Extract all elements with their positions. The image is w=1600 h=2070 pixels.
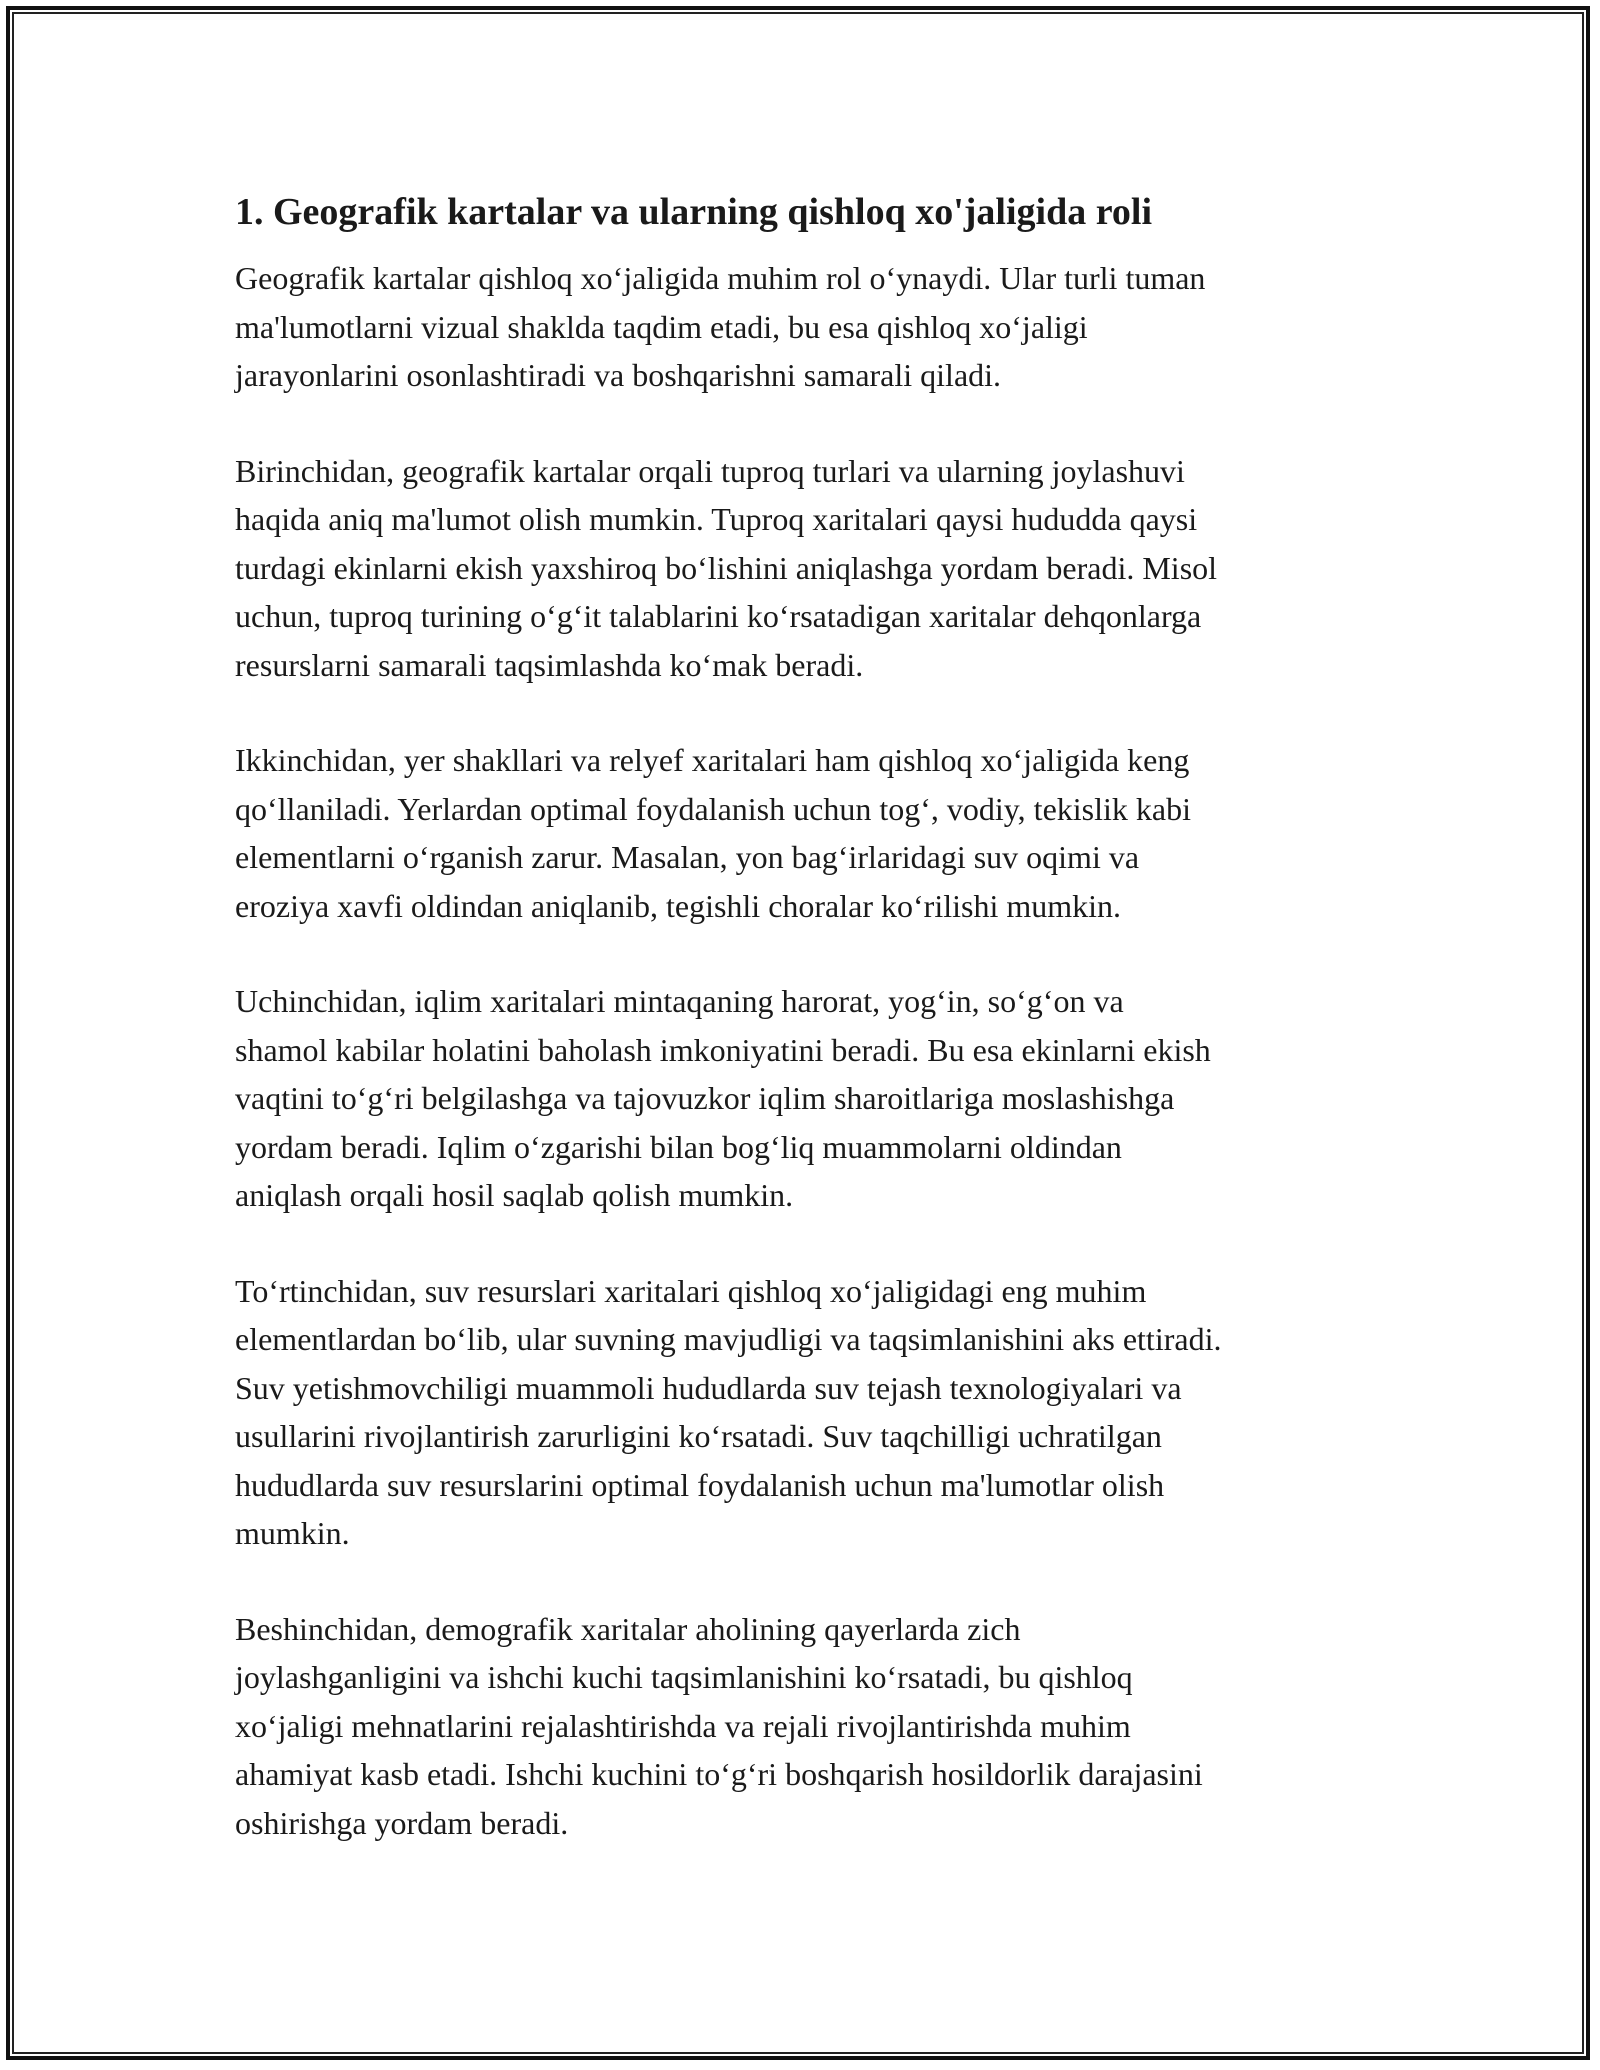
- paragraph-line: xo‘jaligi mehnatlarini rejalashtirishda va rejali rivojlantirishda muhim: [235, 1707, 1131, 1744]
- paragraph-line: Suv yetishmovchiligi muammoli hududlarda suv tejash texnologiyalari va: [235, 1369, 1182, 1406]
- paragraph-line: uchun, tuproq turining o‘g‘it talablarini ko‘rsatadigan xaritalar dehqonlarga: [235, 598, 1202, 634]
- paragraph-climate-maps: [235, 977, 1375, 1220]
- paragraph-line: hududlarda suv resurslarini optimal foydalanish uchun ma'lumotlar olish: [235, 1466, 1165, 1503]
- paragraph-line: usullarini rivojlantirish zarurligini ko‘rsatadi. Suv taqchilligi uchratilgan: [235, 1418, 1162, 1454]
- paragraph-line: yordam beradi. Iqlim o‘zgarishi bilan bog‘liq muammolarni oldindan: [235, 1128, 1122, 1165]
- paragraph-line: resurslarni samarali taqsimlashda ko‘mak beradi.: [235, 646, 864, 683]
- paragraph-line: ma'lumotlarni vizual shaklda taqdim etadi, bu esa qishloq xo‘jaligi: [235, 308, 1088, 345]
- paragraph-line: joylashganligini va ishchi kuchi taqsimlanishini ko‘rsatadi, bu qishloq: [235, 1659, 1133, 1695]
- paragraph-relief-maps: [235, 736, 1375, 930]
- paragraph-soil-maps: [235, 447, 1375, 690]
- paragraph-line: vaqtini to‘g‘ri belgilashga va tajovuzkor iqlim sharoitlariga moslashishga: [235, 1080, 1175, 1116]
- page-title: 1. Geografik kartalar va ularning qishloq xo'jaligida roli: [235, 191, 1153, 233]
- paragraph-line: mumkin.: [235, 1515, 350, 1551]
- paragraph-line: To‘rtinchidan, suv resurslari xaritalari qishloq xo‘jaligidagi eng muhim: [235, 1272, 1147, 1309]
- paragraph-line: qo‘llaniladi. Yerlardan optimal foydalanish uchun tog‘, vodiy, tekislik kabi: [235, 790, 1191, 827]
- paragraph-line: haqida aniq ma'lumot olish mumkin. Tuproq xaritalari qaysi hududda qaysi: [235, 501, 1198, 537]
- paragraph-line: elementlardan bo‘lib, ular suvning mavjudligi va taqsimlanishini aks ettiradi.: [235, 1321, 1222, 1357]
- paragraph-line: Geografik kartalar qishloq xo‘jaligida muhim rol o‘ynaydi. Ular turli tuman: [235, 260, 1206, 296]
- paragraph-line: turdagi ekinlarni ekish yaxshiroq bo‘lishini aniqlashga yordam beradi. Misol: [235, 549, 1218, 586]
- paragraph-line: Uchinchidan, iqlim xaritalari mintaqaning harorat, yog‘in, so‘g‘on va: [235, 983, 1124, 1019]
- paragraph-line: Beshinchidan, demografik xaritalar aholining qayerlarda zich: [235, 1610, 1021, 1647]
- paragraph-line: aniqlash orqali hosil saqlab qolish mumkin.: [235, 1177, 794, 1213]
- paragraph-line: Birinchidan, geografik kartalar orqali tuproq turlari va ularning joylashuvi: [235, 452, 1185, 489]
- paragraph-line: ahamiyat kasb etadi. Ishchi kuchini to‘g‘ri boshqarish hosildorlik darajasini: [235, 1756, 1203, 1792]
- paragraph-line: oshirishga yordam beradi.: [235, 1804, 569, 1841]
- paragraph-line: eroziya xavfi oldindan aniqlanib, tegishli choralar ko‘rilishi mumkin.: [235, 887, 1121, 924]
- paragraph-line: jarayonlarini osonlashtiradi va boshqarishni samarali qiladi.: [235, 357, 1002, 393]
- paragraph-demographic-maps: [235, 1605, 1375, 1848]
- paragraph-water-maps: [235, 1267, 1375, 1558]
- paragraph-line: Ikkinchidan, yer shakllari va relyef xaritalari ham qishloq xo‘jaligida keng: [235, 742, 1190, 778]
- paragraph-intro: [235, 254, 1375, 400]
- paragraph-line: elementlarni o‘rganish zarur. Masalan, yon bag‘irlaridagi suv oqimi va: [235, 839, 1140, 875]
- paragraph-line: shamol kabilar holatini baholash imkoniyatini beradi. Bu esa ekinlarni ekish: [235, 1031, 1211, 1068]
- document-body: [235, 186, 1375, 1894]
